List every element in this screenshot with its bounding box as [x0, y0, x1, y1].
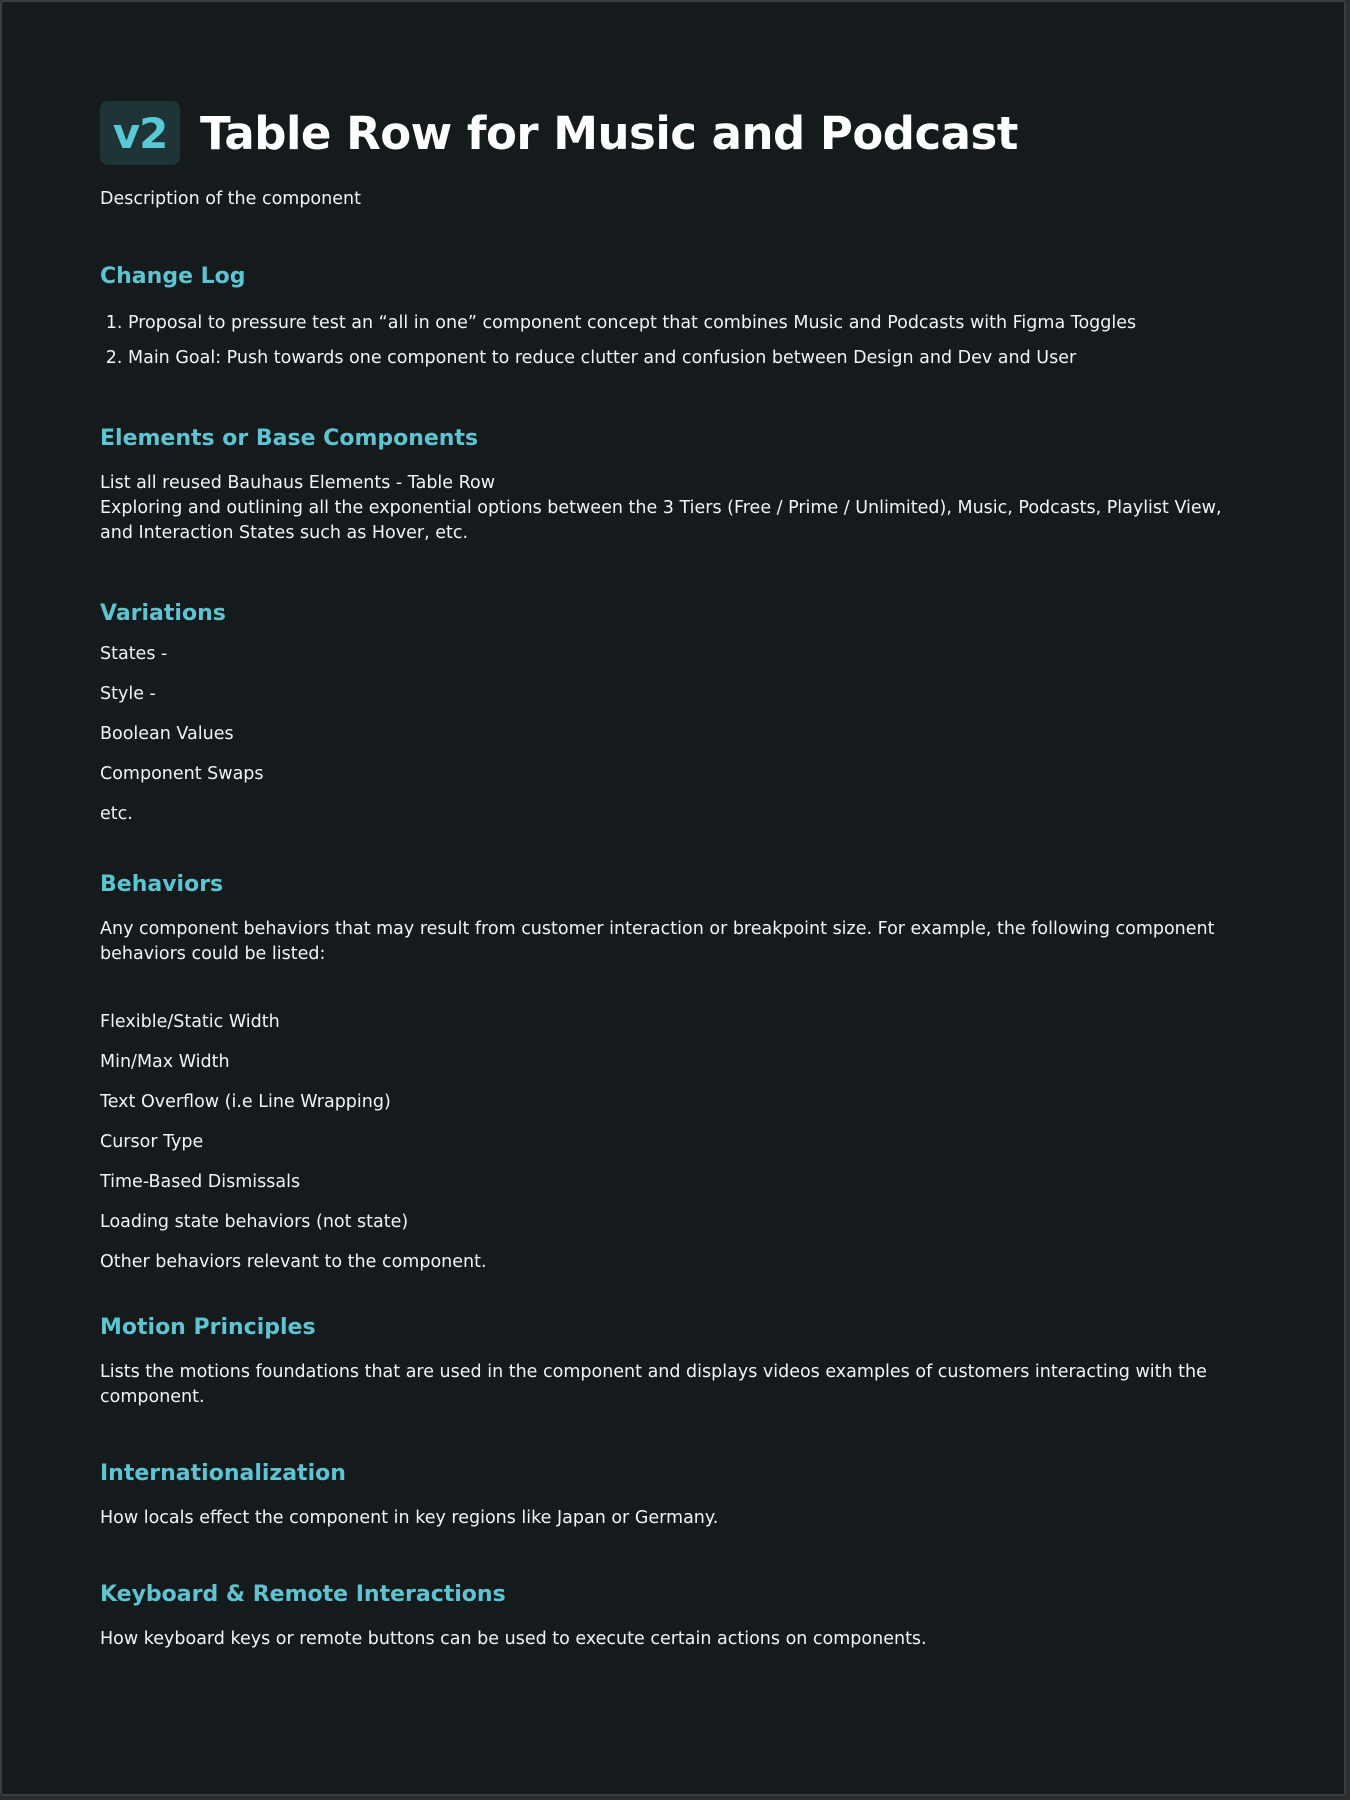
version-badge: v2: [100, 101, 180, 165]
internationalization-heading: Internationalization: [100, 1461, 346, 1486]
elements-line: List all reused Bauhaus Elements - Table Row: [100, 473, 496, 493]
keyboard-interactions-text: How keyboard keys or remote buttons can be used to execute certain actions on components.: [100, 1629, 927, 1649]
behaviors-list: [100, 1010, 1250, 1275]
change-log-heading: Change Log: [100, 264, 246, 289]
behavior-item: Cursor Type: [100, 1132, 204, 1152]
elements-line: Exploring and outlining all the exponential options between the 3 Tiers (Free / Prime / Unlimited), Music, Podcasts, Playlist View, and Interaction States such as Hover, etc.: [100, 498, 1222, 543]
title-row: [100, 100, 1250, 166]
behaviors-intro: Any component behaviors that may result from customer interaction or breakpoint size. For example, the following component behaviors could be listed:: [100, 919, 1215, 964]
change-log-item: 2. Main Goal: Push towards one component to reduce clutter and confusion between Design and Dev and User: [128, 346, 1250, 371]
variations-heading: Variations: [100, 601, 226, 626]
component-description: Description of the component: [100, 189, 361, 209]
change-log-list: [100, 311, 1250, 371]
variation-item: Style -: [100, 684, 156, 704]
behavior-item: Min/Max Width: [100, 1052, 230, 1072]
variations-list: [100, 642, 1250, 827]
behavior-item: Other behaviors relevant to the component.: [100, 1252, 487, 1272]
behavior-item: Loading state behaviors (not state): [100, 1212, 409, 1232]
elements-heading: Elements or Base Components: [100, 426, 479, 451]
change-log-item: 1. Proposal to pressure test an “all in one” component concept that combines Music and Podcasts with Figma Toggles: [128, 311, 1250, 336]
variation-item: Boolean Values: [100, 724, 234, 744]
elements-text: [100, 471, 1250, 546]
behavior-item: Time-Based Dismissals: [100, 1172, 301, 1192]
behavior-item: Flexible/Static Width: [100, 1012, 280, 1032]
doc-content: [100, 100, 1250, 1652]
keyboard-interactions-heading: Keyboard & Remote Interactions: [100, 1582, 506, 1607]
behavior-item: Text Overflow (i.e Line Wrapping): [100, 1092, 391, 1112]
motion-principles-text: Lists the motions foundations that are used in the component and displays videos examples of customers interacting with the component.: [100, 1362, 1207, 1407]
variation-item: etc.: [100, 804, 133, 824]
internationalization-text: How locals effect the component in key regions like Japan or Germany.: [100, 1508, 719, 1528]
behaviors-heading: Behaviors: [100, 872, 224, 897]
variation-item: Component Swaps: [100, 764, 264, 784]
variation-item: States -: [100, 644, 168, 664]
page-title: Table Row for Music and Podcast: [200, 106, 1018, 160]
motion-principles-heading: Motion Principles: [100, 1315, 316, 1340]
